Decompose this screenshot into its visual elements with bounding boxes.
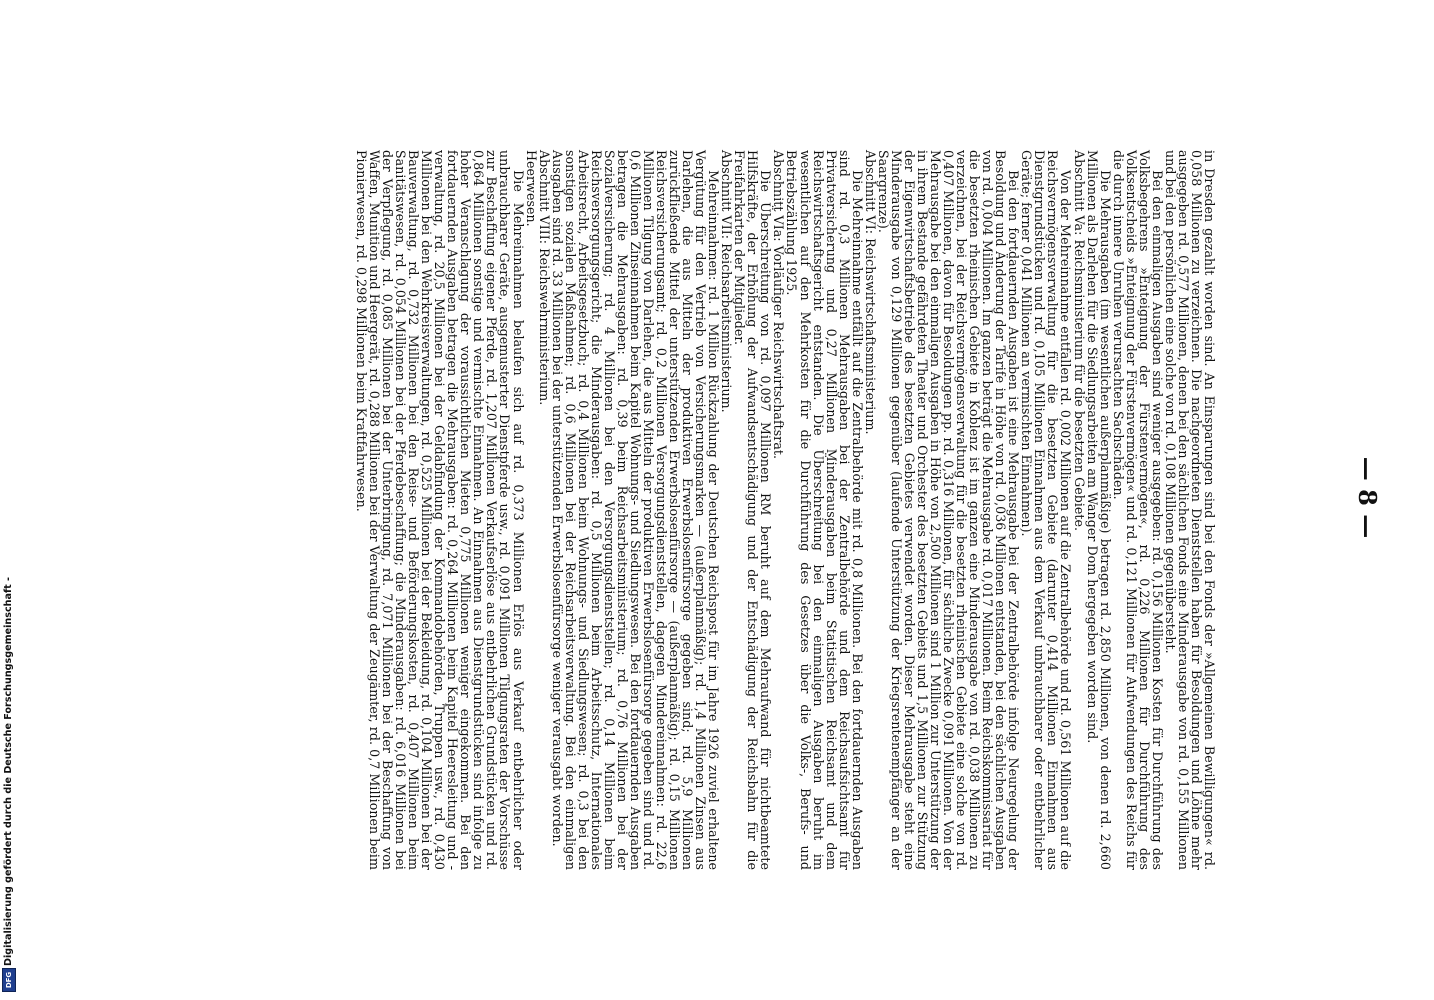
page-number-text: — 8 — (1353, 456, 1383, 538)
paragraph: Abschnitt VIa: Vorläufiger Reichswirtschaftsrat. (771, 150, 787, 460)
paragraph: Die Mehreinnahme entfällt auf die Zentralbehörde mit rd. 0,8 Millionen. Bei den fortdauernden Ausgaben sind rd. 0,3 Millionen Mehrausgaben bei der Zentralbehörde und dem Reichsaufsichtsamt für Privatversicherung und 0,27 Millionen Minderausgaben beim Statistischen Reichsamt und dem Reichswirtschaftsgericht entstanden. Die Überschreitung bei den einmaligen Ausgaben beruht im wesentlichen auf den Mehrkosten für die Durchführung des Gesetzes über die Volks-, Berufs- und Betriebszählung 1925. (784, 150, 865, 870)
paragraph: Abschnitt VII: Reichsarbeitsministerium. (719, 150, 735, 413)
digitization-note (2, 576, 16, 996)
paragraph: Von der Mehreinnahme entfallen rd. 0,002 Millionen auf die Zentralbehörde und rd. 0,561 Millionen auf die Reichsvermögensverwaltung für die besetzten Gebiete (darunter 0,414 Millionen Einnahmen aus Dienstgrundstücken und rd. 0,105 Millionen Einnahmen aus dem Verkauf unbrauchbarer oder entbehrlicher Geräte; ferner 0,041 Millionen an vermischten Einnahmen). (1019, 150, 1074, 870)
digitization-note-text: Digitalisierung gefördert durch die Deutsche Forschungsgemeinschaft - (3, 576, 14, 966)
body-text-block (106, 150, 1216, 870)
paragraph: Die Überschreitung von rd. 0,097 Millionen RM beruht auf dem Mehraufwand für nichtbeamtete Hilfskräfte, der Erhöhung der Aufwandsentschädigung und der Entschädigung der Reichsbahn für die Freifahrkarten der Mitglieder. (732, 150, 774, 870)
paragraph: in Dresden gezahlt worden sind. An Einsparungen sind bei den Fonds der »Allgemeinen Bewilligungen« rd. 0,058 Millionen zu verzeichnen. Die nachgeordneten Dienststellen haben für Besoldungen und Löhne mehr ausgegeben rd. 0,577 Millionen, denen bei den sächlichen Fonds eine Minderausgabe von rd. 0,155 Millionen und bei den persönlichen eine solche von rd. 0,108 Millionen gegenübersteht. (1162, 150, 1217, 870)
dfg-logo (2, 968, 16, 992)
paragraph: Die Mehreinnahmen belaufen sich auf rd. 0,373 Millionen Erlös aus Verkauf entbehrlicher oder unbrauchbarer Geräte, ausgemusterter Dienstpferde usw., rd. 0,091 Millionen Tilgungsraten der Vorschüsse zur Beschaffung eigener Pferde, rd. 1,207 Millionen Verkaufserlöse aus entbehrlichen Grundstücken und rd. 0,864 Millionen sonstige und vermischte Einnahmen. An Einnahmen aus Dienstgrundstücken sind infolge zu hoher Veranschlagung der voraussichtlichen Mieten 0,775 Millionen weniger eingekommen. Bei den fortdauernden Ausgaben betragen die Mehrausgaben: rd. 0,264 Millionen beim Kapitel Heeresleitung und -verwaltung, rd. 20,5 Millionen bei der Geldabfindung der Kommandobehörden, Truppen usw., rd. 0,430 Millionen bei den Wehrkreisverwaltungen, rd. 0,525 Millionen bei der Bekleidung, rd. 0,104 Millionen bei der Bauverwaltung, rd. 0,732 Millionen bei den Reise- und Beförderungskosten, rd. 0,407 Millionen beim Sanitätswesen, rd. 0,054 Millionen bei der Pferdebeschaffung; die Minderausgaben: rd. 6,016 Millionen bei der Verpflegung, rd. 0,085 Millionen bei der Unterbringung, rd. 7,071 Millionen bei der Beschaffung von Waffen, Munition und Heergerät, rd. 0,288 Millionen bei der Verwaltung der Zeugämter, rd. 0,7 Millionen beim Pionierwesen, rd. 0,298 Millionen beim Kraftfahrwesen. (353, 150, 526, 870)
paragraph: Die Mehrausgaben (im wesentlichen außerplanmäßige) betragen rd. 2,850 Millionen, von denen rd. 2,660 Millionen als Darlehen für die Siedlungsarbeiten am Wanger Dom hergegeben worden sind. (1084, 150, 1113, 870)
paragraph: Mehreinnahmen: rd. 1 Million Rückzahlung der Deutschen Reichspost für im Jahre 1926 zuviel erhaltene Vergütung für den Vertrieb von Versicherungsmarken — (außerplanmäßig); rd. 1,4 Millionen Zinsen aus Darlehen, die aus Mitteln der produktiven Erwerbslosenfürsorge gegeben sind; rd. 5,9 Millionen zurückfließende Mittel der unterstützenden Erwerbslosenfürsorge — (außerplanmäßig); rd. 0,15 Millionen Reichsversicherungsamt; rd. 0,2 Millionen Versorgungsdienststellen, dagegen Mindereinnahmen: rd. 22,6 Millionen Tilgung von Darlehen, die aus Mitteln der produktiven Erwerbslosenfürsorge gegeben sind und rd. 0,6 Millionen Zinseinnahmen beim Kapitel Wohnungs- und Siedlungswesen. Bei den fortdauernden Ausgaben betragen die Mehrausgaben: rd. 0,39 beim Reichsarbeitsministerium; rd. 0,76 Millionen bei der Sozialversicherung; rd. 4 Millionen bei den Versorgungsdienststellen; rd. 0,14 Millionen beim Reichsversorgungsgericht; die Minderausgaben: rd. 0,5 Millionen beim Arbeitsschutz, Internationales Arbeitsrecht, Arbeitsgesetzbuch; rd. 0,4 Millionen beim Wohnungs- und Siedlungswesen; rd. 0,3 bei den sonstigen sozialen Maßnahmen; rd. 0,6 Millionen bei der Reichsarbeitsverwaltung. Bei den einmaligen Ausgaben sind rd. 33 Millionen bei der unterstützenden Erwerbslosenfürsorge weniger verausgabt worden. (549, 150, 722, 870)
paragraph: Heerwesen. (523, 150, 539, 227)
paragraph: Abschnitt VI: Reichswirtschaftsministerium. (862, 150, 878, 435)
page-number (1353, 452, 1383, 542)
paragraph: Abschnitt VIII: Reichswehrministerium. (536, 150, 552, 406)
paragraph: Bei den einmaligen Ausgaben sind weniger ausgegeben: rd. 0,156 Millionen Kosten für Durchführung des Volksbegehrens »Enteignung der Fürstenvermögen«, rd. 0,226 Millionen für Durchführung des Volksentscheids »Enteignung der Fürstenvermögen« und rd. 0,121 Millionen für Aufwendungen des Reichs für die durch innere Unruhen verursachten Sachschäden. (1110, 150, 1165, 870)
paragraph: Abschnitt Va: Reichsministerium für die besetzten Gebiete. (1071, 150, 1087, 532)
paragraph: Bei den fortdauernden Ausgaben ist eine Mehrausgabe bei der Zentralbehörde infolge Neuregelung der Besoldung und Änderung der Tarife in Höhe von rd. 0,036 Millionen entstanden, bei den sächlichen Ausgaben von rd. 0,004 Millionen. Im ganzen beträgt die Mehrausgabe rd. 0,017 Millionen. Beim Reichskommissariat für die besetzten rheinischen Gebiete in Koblenz ist im ganzen eine Minderausgabe von rd. 0,038 Millionen zu verzeichnen, bei der Reichsvermögensverwaltung für die besetzten rheinischen Gebiete eine solche von rd. 0,407 Millionen, davon für Besoldungen pp. rd. 0,316 Millionen, für sächliche Zwecke 0,091 Millionen. Von der Mehrausgabe bei den einmaligen Ausgaben in Höhe von 2,500 Millionen sind 1 Million zur Unterstützung der in ihrem Bestande gefährdeten Theater und Orchester des besetzten Gebiets und 1,5 Millionen zur Stützung der Eigenwirtschaftsbetriebe des besetzten Gebietes verwendet worden. Dieser Mehrausgabe steht eine Minderausgabe von 0,129 Millionen gegenüber (laufende Unterstützung der Kriegsrentenempfänger an der Saargrenze). (875, 150, 1022, 870)
dfg-logo-text: DFG (5, 971, 13, 989)
